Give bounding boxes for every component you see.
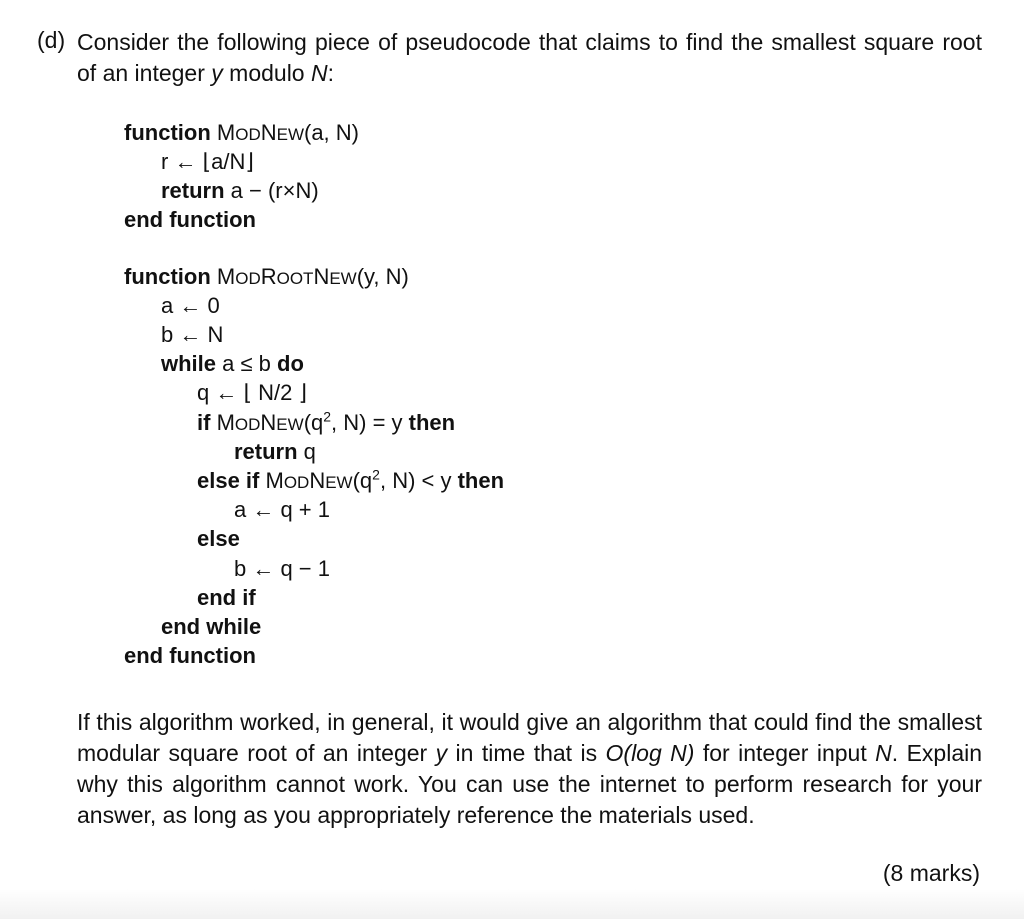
modnew-name: MODNEW xyxy=(216,120,304,145)
modnew-assign-r: r ← ⌊a/N⌋ xyxy=(161,149,254,174)
return-keyword: return xyxy=(234,439,298,464)
assign-a-zero: a ← 0 xyxy=(161,293,220,318)
end-while: end while xyxy=(161,614,262,639)
if-keyword: if xyxy=(197,410,211,435)
else-if-keyword: else if xyxy=(197,468,260,493)
return-expression: a − (r×N) xyxy=(224,178,319,203)
return-q xyxy=(234,437,316,466)
modrootnew-params: (y, N) xyxy=(356,264,409,289)
paragraph-var-y: y xyxy=(435,740,448,766)
assign-b-n: b ← N xyxy=(161,322,224,347)
marks-label: (8 marks) xyxy=(882,860,980,886)
complexity-expression: O(log N) xyxy=(605,740,695,766)
paragraph-text: for integer input xyxy=(694,740,876,766)
do-keyword: do xyxy=(277,351,304,376)
superscript-two: 2 xyxy=(323,408,332,425)
while-line xyxy=(161,349,304,378)
return-variable: q xyxy=(297,439,316,464)
else-keyword: else xyxy=(197,526,240,551)
question-label: (d) xyxy=(37,27,66,53)
paragraph-text: in time that is xyxy=(447,740,606,766)
intro-text-modulo: modulo xyxy=(222,60,311,86)
modnew-header xyxy=(124,118,359,149)
call-args-less: , N) < y xyxy=(379,468,458,493)
page-bottom-band xyxy=(0,889,1024,919)
function-keyword: function xyxy=(124,120,211,145)
call-args-open: (q xyxy=(303,410,324,435)
paragraph-var-n: N xyxy=(875,740,892,766)
modnew-call: MODNEW xyxy=(265,468,353,493)
assign-b-q: b ← q − 1 xyxy=(234,556,331,581)
modrootnew-end: end function xyxy=(124,643,256,668)
modnew-return xyxy=(161,176,319,205)
function-keyword: function xyxy=(124,264,211,289)
superscript-two: 2 xyxy=(372,466,380,483)
assign-a-q: a ← q + 1 xyxy=(234,497,331,522)
paragraph-text: . Explain why this algorithm cannot work. You can use the internet to perform research for your answer, as long as you appropriately reference the materials used. xyxy=(77,740,983,828)
return-keyword: return xyxy=(161,178,225,203)
then-keyword: then xyxy=(457,468,505,493)
intro-colon: : xyxy=(327,60,334,86)
end-if: end if xyxy=(197,585,256,610)
intro-text: Consider the following piece of pseudocode that claims to find the smallest square root of an integer xyxy=(77,29,982,86)
else-if-line xyxy=(197,466,504,497)
intro-var-n: N xyxy=(310,60,328,86)
then-keyword: then xyxy=(408,410,456,435)
if-line xyxy=(197,408,455,439)
while-condition: a ≤ b xyxy=(216,351,278,376)
paragraph-text: If this algorithm worked, in general, it would give an algorithm that could find the smallest modular square root of an integer xyxy=(77,709,982,766)
modnew-end: end function xyxy=(124,207,256,232)
modnew-call: MODNEW xyxy=(216,410,304,435)
intro-var-y: y xyxy=(211,60,223,86)
explanation-paragraph xyxy=(77,707,982,831)
question-intro xyxy=(77,27,982,89)
call-args-equal: , N) = y xyxy=(331,410,409,435)
modrootnew-name: MODROOTNEW xyxy=(216,264,357,289)
assign-q: q ← ⌊ N/2 ⌋ xyxy=(197,380,308,405)
modrootnew-header xyxy=(124,262,409,293)
modnew-params: (a, N) xyxy=(304,120,359,145)
call-args-open: (q xyxy=(352,468,373,493)
while-keyword: while xyxy=(161,351,217,376)
